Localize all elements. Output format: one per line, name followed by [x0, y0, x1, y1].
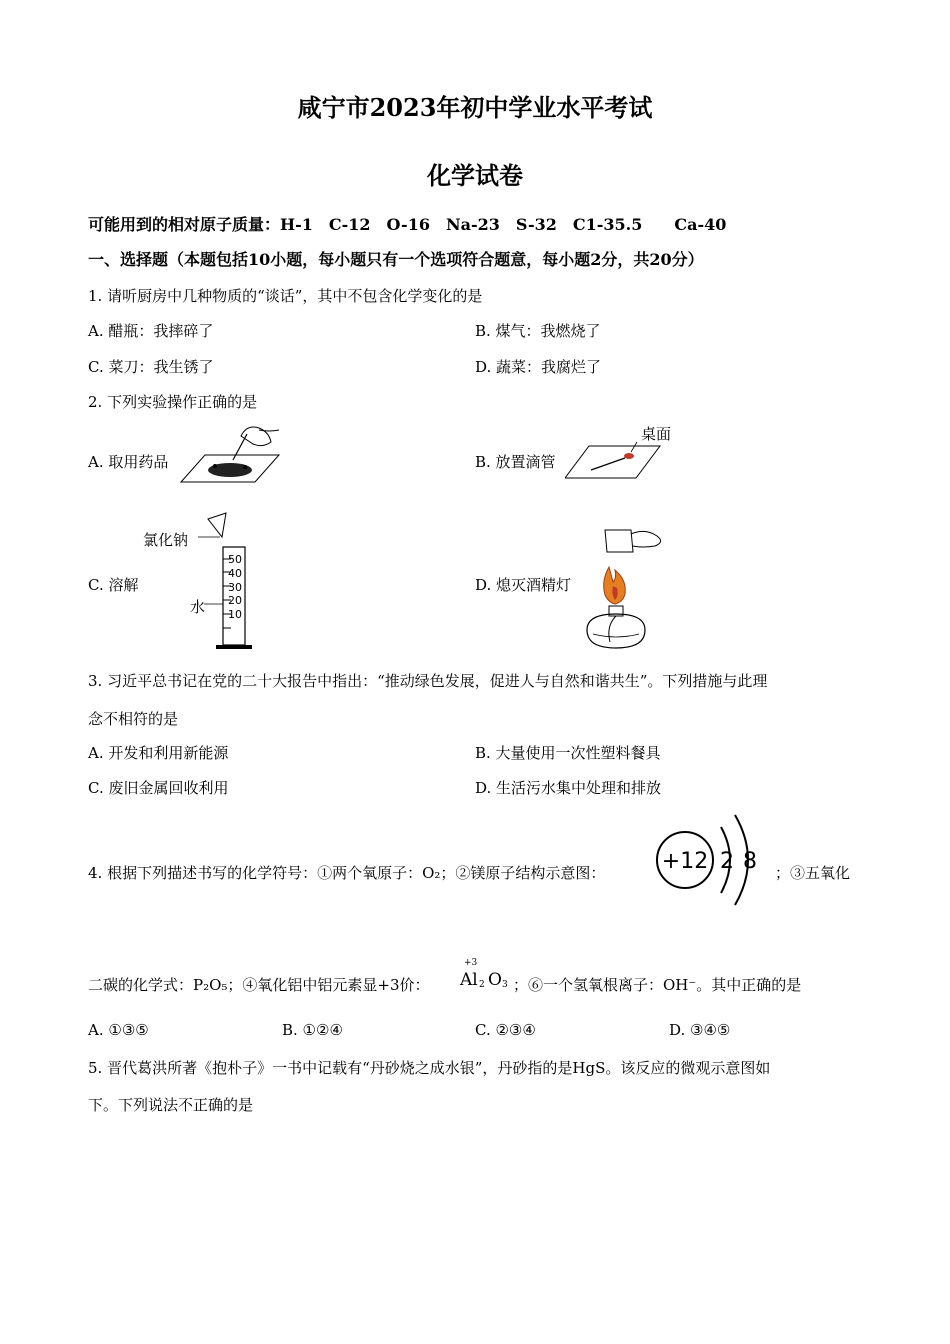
cylinder-scale — [228, 553, 242, 622]
magnesium-atom-diagram — [655, 805, 775, 915]
q5-stem-line2: 下。下列说法不正确的是 — [88, 1096, 254, 1114]
q4-stem-line2-a: 二碳的化学式：P₂O₅；④氧化铝中铝元素显+3价： — [88, 976, 430, 994]
formula-sub-2: 2 — [479, 980, 485, 990]
nucleus-charge: +12 — [661, 849, 709, 874]
q2-stem: 2. 下列实验操作正确的是 — [88, 393, 258, 411]
scale-40: 40 — [228, 566, 242, 580]
formula-sub-3: 3 — [502, 980, 508, 990]
q2-option-b: B. 放置滴管 — [475, 453, 556, 471]
q2-b-label-desk: 桌面 — [641, 425, 672, 443]
q1-option-a: A. 醋瓶：我摔碎了 — [88, 322, 214, 340]
q3-option-c: C. 废旧金属回收利用 — [88, 779, 229, 797]
q3-option-b: B. 大量使用一次性塑料餐具 — [475, 744, 661, 762]
graduated-cylinder-figure — [196, 507, 256, 652]
q1-option-d: D. 蔬菜：我腐烂了 — [475, 358, 602, 376]
aluminum-oxide-formula — [458, 958, 513, 994]
q1-option-c: C. 菜刀：我生锈了 — [88, 358, 214, 376]
take-reagent-figure — [175, 420, 285, 485]
q3-stem-line2: 念不相符的是 — [88, 710, 179, 728]
q3-stem-line1: 3. 习近平总书记在党的二十大报告中指出：“推动绿色发展，促进人与自然和谐共生”。下列措施与此理 — [88, 672, 768, 690]
q4-stem-line2-b: ；⑥一个氢氧根离子：OH⁻。其中正确的是 — [513, 976, 802, 994]
q2-c-label-nacl: 氯化钠 — [143, 531, 189, 549]
formula-al: Al — [460, 970, 478, 990]
shell-1-electrons: 2 — [720, 849, 734, 874]
atomic-masses: 可能用到的相对原子质量：H-1 C-12 O-16 Na-23 S-32 C1-35.5 Ca-40 — [88, 215, 727, 234]
valence-label: +3 — [464, 958, 478, 968]
q4-option-d: D. ③④⑤ — [669, 1021, 731, 1039]
dropper-figure — [565, 438, 665, 483]
exam-title: 咸宁市2023年初中学业水平考试 — [297, 93, 653, 122]
q4-option-c: C. ②③④ — [475, 1021, 536, 1039]
q2-option-c: C. 溶解 — [88, 576, 139, 594]
scale-30: 30 — [228, 580, 242, 594]
scale-50: 50 — [228, 553, 242, 566]
q1-stem: 1. 请听厨房中几种物质的“谈话”，其中不包含化学变化的是 — [88, 287, 483, 305]
q4-stem-line1-end: ；③五氧化 — [775, 864, 851, 882]
q3-option-d: D. 生活污水集中处理和排放 — [475, 779, 662, 797]
q1-option-b: B. 煤气：我燃烧了 — [475, 322, 601, 340]
section-1-heading: 一、选择题（本题包括10小题，每小题只有一个选项符合题意，每小题2分，共20分） — [88, 250, 704, 269]
q4-option-b: B. ①②④ — [282, 1021, 343, 1039]
exam-subtitle: 化学试卷 — [427, 161, 523, 190]
scale-20: 20 — [228, 594, 242, 608]
q4-option-a: A. ①③⑤ — [88, 1021, 149, 1039]
q2-option-d: D. 熄灭酒精灯 — [475, 576, 572, 594]
q4-stem-line1: 4. 根据下列描述书写的化学符号：①两个氧原子：O₂；②镁原子结构示意图： — [88, 864, 606, 882]
scale-10: 10 — [228, 608, 242, 622]
q2-c-label-water: 水 — [190, 598, 206, 616]
q2-option-a: A. 取用药品 — [88, 453, 169, 471]
q5-stem-line1: 5. 晋代葛洪所著《抱朴子》一书中记载有“丹砂烧之成水银”，丹砂指的是HgS。该反应的微观示意图如 — [88, 1059, 771, 1077]
formula-o: O — [488, 970, 502, 990]
shell-2-electrons: 8 — [743, 849, 757, 874]
alcohol-lamp-figure — [573, 522, 668, 652]
q3-option-a: A. 开发和利用新能源 — [88, 744, 229, 762]
